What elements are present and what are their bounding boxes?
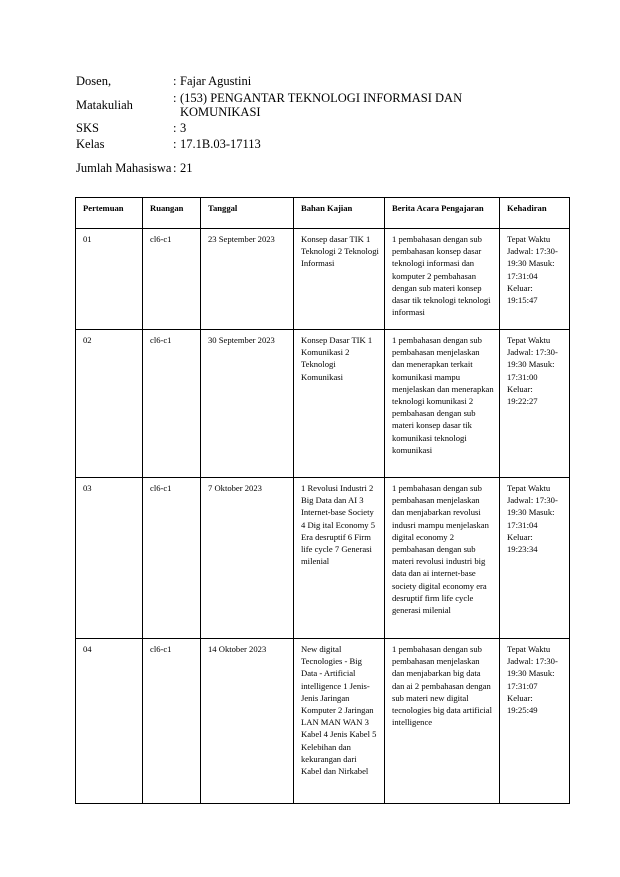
matakuliah-label: Matakuliah [76, 97, 133, 112]
cell-pertemuan: 02 [76, 330, 143, 478]
cell-bahan-kajian: Konsep dasar TIK 1 Teknologi 2 Teknologi Informasi [294, 229, 385, 330]
cell-kehadiran: Tepat Waktu Jadwal: 17:30-19:30 Masuk: 17:31:07 Keluar: 19:25:49 [500, 639, 570, 804]
cell-berita-acara: 1 pembahasan dengan sub pembahasan konsep dasar teknologi informasi dan komputer 2 pembahasan dengan sub materi konsep dasar tik teknologi teknologi informasi [385, 229, 500, 330]
cell-pertemuan: 04 [76, 639, 143, 804]
cell-ruangan: cl6-c1 [143, 330, 201, 478]
col-header-kehadiran: Kehadiran [500, 198, 570, 229]
info-row-jumlah [76, 153, 516, 184]
cell-berita-acara: 1 pembahasan dengan sub pembahasan menjelaskan dan menerapkan terkait komunikasi mampu menjelaskan dan menerapkan teknologi komunikasi 2 pembahasan dengan sub materi konsep dasar tik komunikasi teknologi komunikasi [385, 330, 500, 478]
jumlah-value: 21 [180, 160, 193, 175]
table-row [76, 229, 570, 330]
cell-tanggal: 30 September 2023 [201, 330, 294, 478]
info-row-matakuliah [76, 90, 516, 121]
colon: : [173, 160, 177, 175]
colon: : [173, 74, 177, 89]
cell-kehadiran: Tepat Waktu Jadwal: 17:30-19:30 Masuk: 17:31:00 Keluar: 19:22:27 [500, 330, 570, 478]
cell-tanggal: 7 Oktober 2023 [201, 478, 294, 639]
sks-value: 3 [180, 121, 187, 136]
kelas-value: 17.1B.03-17113 [180, 137, 261, 152]
cell-bahan-kajian: New digital Tecnologies - Big Data - Artificial intelligence 1 Jenis-Jenis Jaringan Komputer 2 Jaringan LAN MAN WAN 3 Kabel 4 Jenis Kabel 5 Kelebihan dan kekurangan dari Kabel dan Nirkabel [294, 639, 385, 804]
cell-tanggal: 14 Oktober 2023 [201, 639, 294, 804]
col-header-pertemuan: Pertemuan [76, 198, 143, 229]
col-header-ruangan: Ruangan [143, 198, 201, 229]
cell-berita-acara: 1 pembahasan dengan sub pembahasan menjelaskan dan menjabarkan big data dan ai 2 pembahasan dengan sub materi new digital tecnologies big data artificial intelligence [385, 639, 500, 804]
table-row [76, 478, 570, 639]
info-row-dosen [76, 74, 516, 90]
dosen-value: Fajar Agustini [180, 74, 252, 89]
col-header-tanggal: Tanggal [201, 198, 294, 229]
colon: : [173, 137, 177, 152]
jumlah-label: Jumlah Mahasiswa [76, 160, 172, 175]
sks-label: SKS [76, 121, 99, 136]
cell-berita-acara: 1 pembahasan dengan sub pembahasan menjelaskan dan menjabarkan revolusi indusri mampu menjelaskan digital economy 2 pembahasan dengan sub materi revolusi industri big data dan ai internet-base society digital economy era desruptif firm life cycle generasi milenial [385, 478, 500, 639]
cell-ruangan: cl6-c1 [143, 478, 201, 639]
cell-bahan-kajian: Konsep Dasar TIK 1 Komunikasi 2 Teknologi Komunikasi [294, 330, 385, 478]
cell-ruangan: cl6-c1 [143, 639, 201, 804]
cell-tanggal: 23 September 2023 [201, 229, 294, 330]
course-info [76, 74, 516, 184]
attendance-table [75, 197, 570, 804]
cell-ruangan: cl6-c1 [143, 229, 201, 330]
cell-pertemuan: 03 [76, 478, 143, 639]
cell-pertemuan: 01 [76, 229, 143, 330]
col-header-bahan-kajian: Bahan Kajian [294, 198, 385, 229]
cell-kehadiran: Tepat Waktu Jadwal: 17:30-19:30 Masuk: 17:31:04 Keluar: 19:15:47 [500, 229, 570, 330]
table-header-row [76, 198, 570, 229]
table-row [76, 330, 570, 478]
matakuliah-value: (153) PENGANTAR TEKNOLOGI INFORMASI DAN KOMUNIKASI [180, 91, 463, 119]
cell-kehadiran: Tepat Waktu Jadwal: 17:30-19:30 Masuk: 17:31:04 Keluar: 19:23:34 [500, 478, 570, 639]
colon: : [173, 121, 177, 136]
info-row-kelas [76, 137, 516, 153]
cell-bahan-kajian: 1 Revolusi Industri 2 Big Data dan AI 3 Internet-base Society 4 Dig ital Economy 5 Era desruptif 6 Firm life cycle 7 Generasi milenial [294, 478, 385, 639]
kelas-label: Kelas [76, 137, 105, 152]
dosen-label: Dosen, [76, 74, 112, 89]
table-row [76, 639, 570, 804]
col-header-berita-acara: Berita Acara Pengajaran [385, 198, 500, 229]
colon: : [173, 91, 177, 106]
info-row-sks [76, 121, 516, 137]
